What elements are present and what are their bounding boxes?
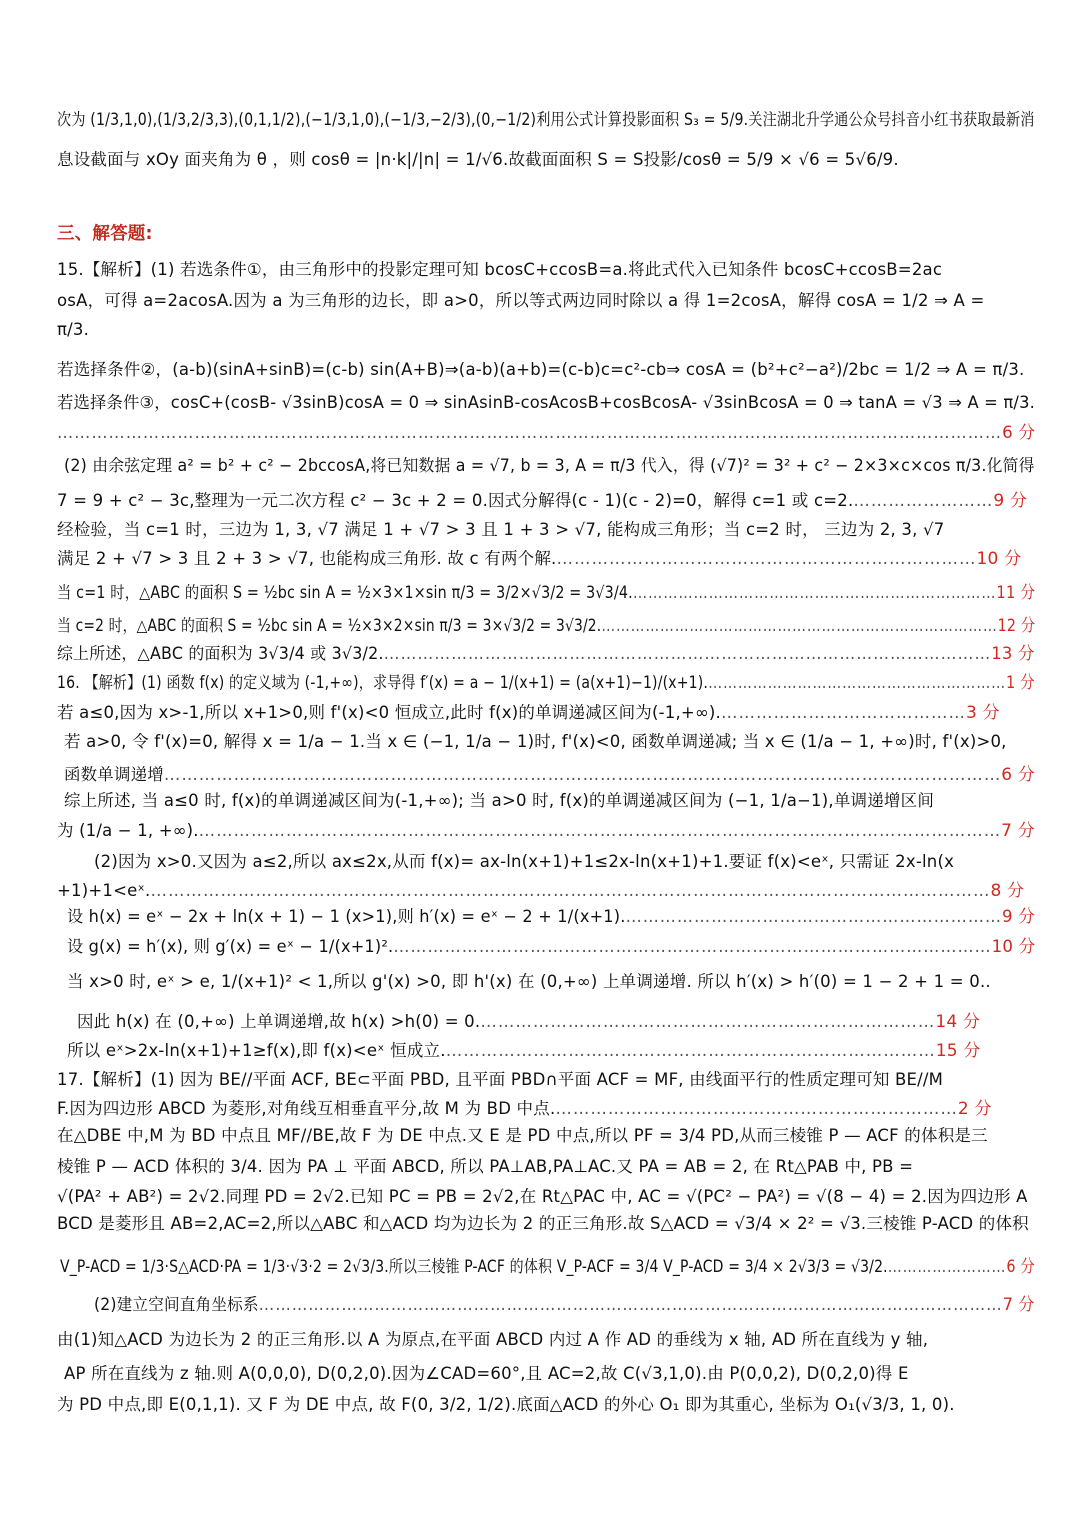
text-line-q15-4: 若选择条件②，(a-b)(sinA+sinB)=(c-b) sin(A+B)⇒(a-b)(a+b)=(c-b)c=c²-cb⇒ cosA = (b²+c²−a²)/2bc = 1/2 ⇒ A = π/3. [57,360,1025,379]
text-line-q15-3: π/3. [57,320,90,339]
text-line-q17-10: AP 所在直线为 z 轴.则 A(0,0,0), D(0,2,0).因为∠CAD=60°,且 AC=2,故 C(√3,1,0).由 P(0,0,2), D(0,2,0)得 E [64,1364,909,1383]
text-line-q15-10: 当 c=1 时，△ABC 的面积 S = ½bc sin A = ½×3×1×sin π/3 = 3/2×√3/2 = 3√3/4.………………………………………………………………11 分 [57,583,1036,603]
text-line-q17-11: 为 PD 中点,即 E(0,1,1). 又 F 为 DE 中点, 故 F(0, 3/2, 1/2).底面△ACD 的外心 O₁ 即为其重心, 坐标为 O₁(√3/3, 1, 0). [57,1395,955,1414]
text-line-q17-1: 17.【解析】(1) 因为 BE//平面 ACF, BE⊂平面 PBD, 且平面 PBD∩平面 ACF = MF, 由线面平行的性质定理可知 BE//M [57,1070,944,1089]
text-line-q17-8: (2)建立空间直角坐标系………………………………………………………………………………………………………………………7 分 [94,1295,1035,1315]
text-line-q16-11: 当 x>0 时, eˣ > e, 1/(x+1)² < 1,所以 g'(x) >0, 即 h'(x) 在 (0,+∞) 上单调递增. 所以 h′(x) > h′(0) = 1 − 2 + 1 = 0.. [67,972,991,991]
text-line-q17-6: BCD 是菱形且 AB=2,AC=2,所以△ABC 和△ACD 均为边长为 2 的正三角形.故 S△ACD = √3/4 × 2² = √3.三棱锥 P-ACD 的体积 [57,1214,1029,1233]
text-line-q16-13: 所以 eˣ>2x-ln(x+1)+1≥f(x),即 f(x)<eˣ 恒成立.…………………………………………………………………………15 分 [67,1041,981,1061]
text-line-q17-9: 由(1)知△ACD 为边长为 2 的正三角形.以 A 为原点,在平面 ABCD 内过 A 作 AD 的垂线为 x 轴, AD 所在直线为 y 轴, [57,1330,929,1349]
text-line-q15-9: 满足 2 + √7 > 3 且 2 + 3 > √7, 也能构成三角形. 故 c 有两个解.………………………………………………………………10 分 [57,549,1022,569]
text-line-q15-8: 经检验，当 c=1 时，三边为 1, 3, √7 满足 1 + √7 > 3 且 1 + 3 > √7, 能构成三角形；当 c=2 时， 三边为 2, 3, √7 [57,520,945,539]
text-line-q16-6: 为 (1/a − 1, +∞).…………………………………………………………………………………………………………………………7 分 [57,821,1035,841]
text-line-q16-12: 因此 h(x) 在 (0,+∞) 上单调递增,故 h(x) >h(0) = 0.……………………………………………………………………14 分 [77,1012,981,1032]
text-line-q16-2: 若 a≤0,因为 x>-1,所以 x+1>0,则 f'(x)<0 恒成立,此时 f(x)的单调递减区间为(-1,+∞).……………………………………3 分 [57,703,1000,723]
text-line-q15-12: 综上所述，△ABC 的面积为 3√3/4 或 3√3/2.………………………………………………………………………………………………13 分 [57,644,1035,664]
text-line-q15-11: 当 c=2 时，△ABC 的面积 S = ½bc sin A = ½×3×2×sin π/3 = 3×√3/2 = 3√3/2.………………………………………………………………………12 分 [57,616,1036,636]
text-line-q15-2: osA，可得 a=2acosA.因为 a 为三角形的边长，即 a>0，所以等式两边同时除以 a 得 1=2cosA，解得 cosA = 1/2 ⇒ A = [57,291,985,310]
text-line-q17-2: F.因为四边形 ABCD 为菱形,对角线互相垂直平分,故 M 为 BD 中点.……………………………………………………………2 分 [57,1099,992,1119]
text-line-q15-5: 若选择条件③，cosC+(cosB- √3sinB)cosA = 0 ⇒ sinAsinB-cosAcosB+cosBcosA- √3sinBcosA = 0 ⇒ tanA = √3 ⇒ A = π/3. [57,393,1036,412]
text-line-q17-7: V_P-ACD = 1/3·S△ACD·PA = 1/3·√3·2 = 2√3/3.所以三棱锥 P-ACF 的体积 V_P-ACF = 3/4 V_P-ACD = 3/4 × 2√3/3 = √3/2.……………………6 分 [60,1257,1035,1277]
text-line-q16-9: 设 h(x) = eˣ − 2x + ln(x + 1) − 1 (x>1),则 h′(x) = eˣ − 2 + 1/(x+1).…………………………………………………………9 分 [67,907,1036,927]
score-line-6: …………………………………………………………………………………………………………………………………………………6 分 [57,423,1036,443]
text-line-q17-4: 棱锥 P — ACD 体积的 3/4. 因为 PA ⊥ 平面 ABCD, 所以 PA⊥AB,PA⊥AC.又 PA = AB = 2, 在 Rt△PAB 中, PB = [57,1157,914,1176]
text-line-q17-3: 在△DBE 中,M 为 BD 中点且 MF//BE,故 F 为 DE 中点.又 E 是 PD 中点,所以 PF = 3/4 PD,从而三棱锥 P — ACF 的体积是三 [57,1126,988,1145]
text-line-q16-3: 若 a>0, 令 f'(x)=0, 解得 x = 1/a − 1.当 x ∈ (−1, 1/a − 1)时, f'(x)<0, 函数单调递减; 当 x ∈ (1/a − 1, +∞)时, f'(x)>0, [64,732,1007,751]
text-line-q15-1: 15.【解析】(1) 若选条件①，由三角形中的投影定理可知 bcosC+ccosB=a.将此式代入已知条件 bcosC+ccosB=2ac [57,260,943,279]
text-line-q15-6: (2) 由余弦定理 a² = b² + c² − 2bccosA,将已知数据 a = √7, b = 3, A = π/3 代入，得 (√7)² = 3² + c² − 2×3×c×cos π/3.化简得 [64,456,1035,475]
text-line-q16-8: +1)+1<eˣ.………………………………………………………………………………………………………………………………8 分 [57,881,1025,901]
text-line-q17-5: √(PA² + AB²) = 2√2.同理 PD = 2√2.已知 PC = PB = 2√2,在 Rt△PAC 中, AC = √(PC² − PA²) = √(8 − 4) = 2.因为四边形 A [57,1187,1028,1206]
section-heading: 三、解答题: [57,224,153,244]
text-line-2: 息设截面与 xOy 面夹角为 θ ，则 cosθ = |n·k|/|n| = 1/√6.故截面面积 S = S投影/cosθ = 5/9 × √6 = 5√6/9. [57,150,899,169]
text-line-q16-7: (2)因为 x>0.又因为 a≤2,所以 ax≤2x,从而 f(x)= ax-ln(x+1)+1≤2x-ln(x+1)+1.要证 f(x)<eˣ, 只需证 2x-ln(x [94,852,955,871]
text-line-q16-5: 综上所述, 当 a≤0 时, f(x)的单调递减区间为(-1,+∞); 当 a>0 时, f(x)的单调递减区间为 (−1, 1/a−1),单调递增区间 [64,791,935,810]
text-line-q16-1: 16. 【解析】(1) 函数 f(x) 的定义域为 (-1,+∞)，求导得 f′(x) = a − 1/(x+1) = (a(x+1)−1)/(x+1).……………………………………………………1 分 [57,673,1035,693]
text-line-q15-7: 7 = 9 + c² − 3c,整理为一元二次方程 c² − 3c + 2 = 0.因式分解得(c - 1)(c - 2)=0，解得 c=1 或 c=2.……………………9 分 [57,491,1028,511]
text-line-q16-4: 函数单调递增………………………………………………………………………………………………………………………………6 分 [64,765,1036,785]
text-line-q16-10: 设 g(x) = h′(x), 则 g′(x) = eˣ − 1/(x+1)².……………………………………………………………………………………………10 分 [67,937,1036,957]
text-line-1: 次为 (1/3,1,0),(1/3,2/3,3),(0,1,1/2),(−1/3,1,0),(−1/3,−2/3),(0,−1/2)利用公式计算投影面积 S₃ = 5/9.关注湖北升学通公众号抖音小红书获取最新消 [57,110,1035,129]
